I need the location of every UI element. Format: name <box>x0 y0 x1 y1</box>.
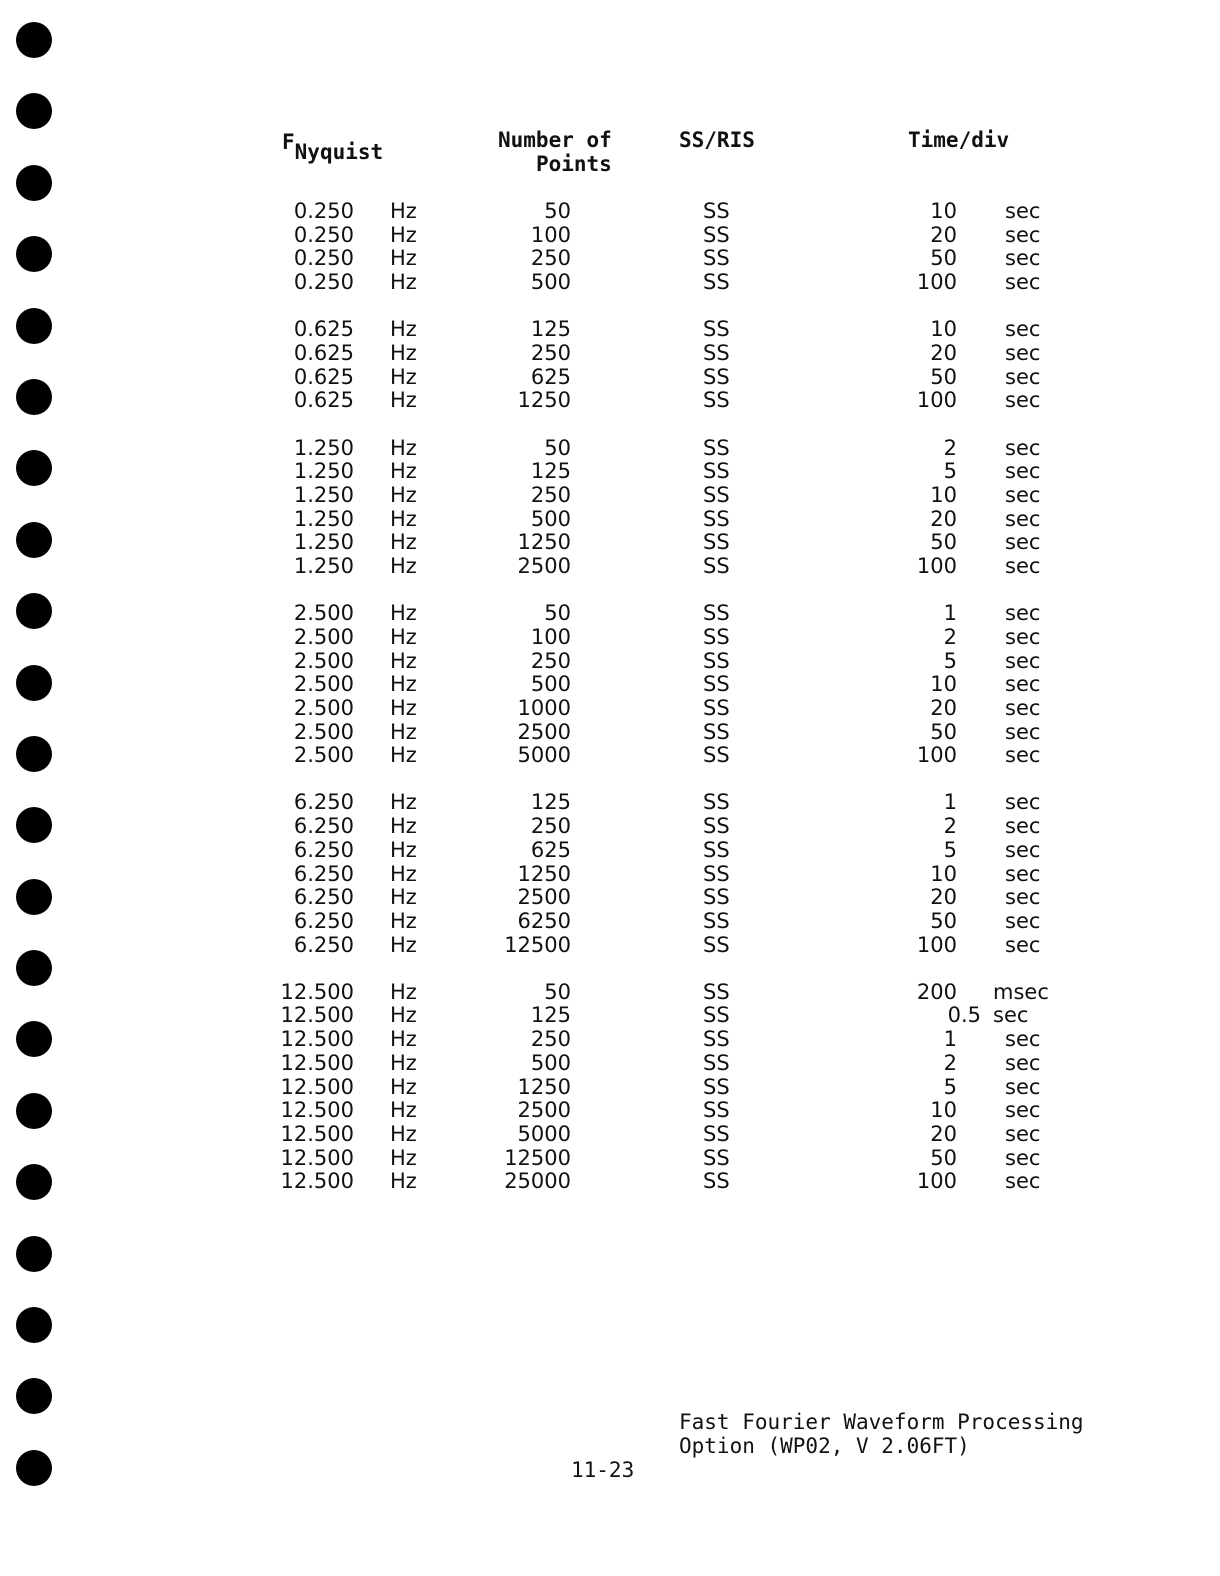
cell-frequency-unit: Hz <box>390 648 417 673</box>
cell-time-unit: sec <box>1005 482 1041 507</box>
table-row <box>0 815 1220 839</box>
binder-hole-icon <box>16 1236 52 1272</box>
cell-frequency-unit: Hz <box>390 979 417 1004</box>
cell-frequency-unit: Hz <box>390 246 417 271</box>
cell-time-div: 100 <box>916 1169 957 1194</box>
cell-frequency: 6.250 <box>293 790 354 815</box>
cell-mode: SS <box>703 553 730 578</box>
binder-hole-icon <box>16 1450 52 1486</box>
cell-time-unit: sec <box>1005 601 1041 626</box>
table-row <box>0 531 1220 555</box>
cell-points: 125 <box>530 459 571 484</box>
cell-frequency-unit: Hz <box>390 530 417 555</box>
cell-time-unit: sec <box>1005 1027 1041 1052</box>
cell-mode: SS <box>703 506 730 531</box>
table-row <box>0 673 1220 697</box>
document-footer-title <box>679 1410 1084 1458</box>
cell-mode: SS <box>703 482 730 507</box>
cell-frequency: 6.250 <box>293 885 354 910</box>
cell-points: 625 <box>530 837 571 862</box>
row-group <box>0 200 1220 295</box>
table-row <box>0 1052 1220 1076</box>
cell-time-unit: sec <box>1005 837 1041 862</box>
cell-time-div: 100 <box>916 388 957 413</box>
cell-frequency: 1.250 <box>293 506 354 531</box>
cell-time-div: 5 <box>943 648 957 673</box>
table-row <box>0 1099 1220 1123</box>
cell-time-div: 10 <box>930 1098 957 1123</box>
cell-mode: SS <box>703 1145 730 1170</box>
cell-time-div: 1 <box>943 1027 957 1052</box>
cell-mode: SS <box>703 1169 730 1194</box>
footer-title-line2: Option (WP02, V 2.06FT) <box>679 1434 970 1458</box>
cell-frequency-unit: Hz <box>390 1145 417 1170</box>
cell-frequency: 2.500 <box>293 648 354 673</box>
cell-mode: SS <box>703 1121 730 1146</box>
cell-frequency-unit: Hz <box>390 885 417 910</box>
row-group <box>0 791 1220 957</box>
cell-time-div: 2 <box>943 624 957 649</box>
cell-points: 1250 <box>517 861 571 886</box>
cell-frequency-unit: Hz <box>390 199 417 223</box>
cell-time-unit: sec <box>1005 1145 1041 1170</box>
cell-frequency-unit: Hz <box>390 624 417 649</box>
cell-time-unit: sec <box>1005 719 1041 744</box>
table-row <box>0 484 1220 508</box>
cell-points: 1250 <box>517 1074 571 1099</box>
cell-time-unit: sec <box>1005 885 1041 910</box>
cell-time-div: 20 <box>930 885 957 910</box>
row-group <box>0 437 1220 579</box>
cell-time-unit: sec <box>1005 648 1041 673</box>
cell-frequency-unit: Hz <box>390 1169 417 1194</box>
cell-frequency: 6.250 <box>293 932 354 957</box>
cell-frequency: 2.500 <box>293 695 354 720</box>
cell-time-div: 2 <box>943 814 957 839</box>
footer-title-line1: Fast Fourier Waveform Processing <box>679 1410 1084 1434</box>
cell-frequency-unit: Hz <box>390 908 417 933</box>
cell-frequency: 12.500 <box>280 1074 354 1099</box>
table-row <box>0 1123 1220 1147</box>
cell-time-div: 20 <box>930 695 957 720</box>
cell-time-div: 2 <box>943 1050 957 1075</box>
cell-mode: SS <box>703 979 730 1004</box>
cell-mode: SS <box>703 648 730 673</box>
cell-points: 625 <box>530 364 571 389</box>
cell-time-unit: msec <box>993 979 1049 1004</box>
header-ss-ris: SS/RIS <box>679 128 755 152</box>
table-row <box>0 744 1220 768</box>
cell-mode: SS <box>703 672 730 697</box>
cell-frequency: 12.500 <box>280 979 354 1004</box>
table-row <box>0 1076 1220 1100</box>
data-table <box>0 200 1220 1217</box>
page-number: 11-23 <box>571 1458 635 1482</box>
table-row <box>0 721 1220 745</box>
cell-time-unit: sec <box>1005 435 1041 460</box>
cell-time-unit: sec <box>1005 1050 1041 1075</box>
cell-mode: SS <box>703 270 730 295</box>
table-row <box>0 839 1220 863</box>
cell-time-unit: sec <box>1005 672 1041 697</box>
header-number-of-points <box>498 128 612 176</box>
cell-time-div: 100 <box>916 932 957 957</box>
cell-frequency-unit: Hz <box>390 814 417 839</box>
cell-frequency-unit: Hz <box>390 932 417 957</box>
cell-time-div: 50 <box>930 246 957 271</box>
cell-frequency-unit: Hz <box>390 553 417 578</box>
table-row <box>0 791 1220 815</box>
cell-frequency: 6.250 <box>293 814 354 839</box>
cell-mode: SS <box>703 388 730 413</box>
table-row <box>0 650 1220 674</box>
cell-points: 100 <box>530 624 571 649</box>
cell-points: 1000 <box>517 695 571 720</box>
cell-time-div: 10 <box>930 861 957 886</box>
cell-time-unit: sec <box>1005 908 1041 933</box>
cell-frequency: 12.500 <box>280 1050 354 1075</box>
row-group <box>0 981 1220 1194</box>
table-row <box>0 1028 1220 1052</box>
cell-mode: SS <box>703 317 730 342</box>
cell-points: 2500 <box>517 719 571 744</box>
cell-mode: SS <box>703 908 730 933</box>
cell-mode: SS <box>703 624 730 649</box>
cell-points: 250 <box>530 482 571 507</box>
header-points-line1: Number of <box>498 128 612 152</box>
cell-frequency-unit: Hz <box>390 861 417 886</box>
cell-time-div: 50 <box>930 364 957 389</box>
cell-frequency-unit: Hz <box>390 222 417 247</box>
cell-mode: SS <box>703 364 730 389</box>
cell-time-unit: sec <box>1005 364 1041 389</box>
cell-mode: SS <box>703 695 730 720</box>
cell-time-unit: sec <box>1005 270 1041 295</box>
cell-time-div: 50 <box>930 530 957 555</box>
cell-mode: SS <box>703 790 730 815</box>
row-group <box>0 318 1220 413</box>
cell-points: 50 <box>544 979 571 1004</box>
cell-frequency-unit: Hz <box>390 1027 417 1052</box>
cell-points: 50 <box>544 199 571 223</box>
cell-points: 500 <box>530 270 571 295</box>
cell-frequency: 1.250 <box>293 553 354 578</box>
binder-hole-icon <box>16 1307 52 1343</box>
cell-points: 250 <box>530 1027 571 1052</box>
cell-points: 125 <box>530 317 571 342</box>
cell-points: 5000 <box>517 1121 571 1146</box>
cell-frequency: 0.625 <box>293 364 354 389</box>
cell-mode: SS <box>703 222 730 247</box>
cell-frequency: 1.250 <box>293 435 354 460</box>
cell-time-unit: sec <box>1005 553 1041 578</box>
cell-mode: SS <box>703 1027 730 1052</box>
table-row <box>0 437 1220 461</box>
cell-frequency: 12.500 <box>280 1003 354 1028</box>
cell-time-div: 1 <box>943 601 957 626</box>
header-nyquist-frequency <box>282 130 384 164</box>
cell-points: 500 <box>530 506 571 531</box>
cell-time-unit: sec <box>1005 1074 1041 1099</box>
cell-time-div: 2 <box>943 435 957 460</box>
cell-frequency: 2.500 <box>293 601 354 626</box>
cell-frequency: 12.500 <box>280 1121 354 1146</box>
header-f-label: F <box>282 130 295 154</box>
cell-time-unit: sec <box>1005 388 1041 413</box>
cell-frequency-unit: Hz <box>390 1098 417 1123</box>
cell-frequency-unit: Hz <box>390 340 417 365</box>
cell-frequency: 12.500 <box>280 1098 354 1123</box>
cell-points: 100 <box>530 222 571 247</box>
cell-time-div: 50 <box>930 1145 957 1170</box>
cell-frequency-unit: Hz <box>390 506 417 531</box>
binder-hole-icon <box>16 93 52 129</box>
cell-frequency-unit: Hz <box>390 317 417 342</box>
table-row <box>0 1147 1220 1171</box>
cell-time-unit: sec <box>1005 1169 1041 1194</box>
header-points-line2: Points <box>535 152 612 176</box>
cell-points: 1250 <box>517 530 571 555</box>
cell-frequency: 6.250 <box>293 861 354 886</box>
table-row <box>0 224 1220 248</box>
table-row <box>0 342 1220 366</box>
cell-mode: SS <box>703 932 730 957</box>
cell-time-unit: sec <box>1005 459 1041 484</box>
cell-time-unit: sec <box>1005 506 1041 531</box>
cell-time-unit: sec <box>993 1003 1029 1028</box>
cell-points: 2500 <box>517 553 571 578</box>
cell-frequency: 0.250 <box>293 222 354 247</box>
cell-frequency-unit: Hz <box>390 364 417 389</box>
cell-frequency-unit: Hz <box>390 459 417 484</box>
cell-frequency-unit: Hz <box>390 695 417 720</box>
cell-time-div: 50 <box>930 908 957 933</box>
table-row <box>0 910 1220 934</box>
cell-mode: SS <box>703 601 730 626</box>
cell-frequency-unit: Hz <box>390 719 417 744</box>
row-group <box>0 602 1220 768</box>
table-row <box>0 247 1220 271</box>
cell-frequency: 0.250 <box>293 246 354 271</box>
cell-points: 50 <box>544 435 571 460</box>
cell-frequency-unit: Hz <box>390 601 417 626</box>
cell-time-div: 10 <box>930 672 957 697</box>
header-nyquist-subscript: Nyquist <box>294 140 384 164</box>
table-row <box>0 460 1220 484</box>
table-row <box>0 271 1220 295</box>
cell-mode: SS <box>703 459 730 484</box>
cell-mode: SS <box>703 246 730 271</box>
cell-frequency: 12.500 <box>280 1169 354 1194</box>
cell-mode: SS <box>703 1074 730 1099</box>
cell-time-div: 10 <box>930 199 957 223</box>
cell-time-unit: sec <box>1005 932 1041 957</box>
header-time-div: Time/div <box>908 128 1010 152</box>
cell-points: 250 <box>530 246 571 271</box>
table-row <box>0 697 1220 721</box>
cell-points: 2500 <box>517 885 571 910</box>
cell-time-unit: sec <box>1005 317 1041 342</box>
cell-points: 12500 <box>504 1145 571 1170</box>
cell-frequency-unit: Hz <box>390 1050 417 1075</box>
cell-frequency: 0.625 <box>293 317 354 342</box>
cell-time-div: 20 <box>930 340 957 365</box>
cell-points: 500 <box>530 1050 571 1075</box>
cell-frequency: 2.500 <box>293 672 354 697</box>
cell-points: 2500 <box>517 1098 571 1123</box>
cell-frequency: 12.500 <box>280 1145 354 1170</box>
table-row <box>0 981 1220 1005</box>
cell-frequency-unit: Hz <box>390 837 417 862</box>
cell-mode: SS <box>703 530 730 555</box>
cell-points: 125 <box>530 790 571 815</box>
cell-mode: SS <box>703 435 730 460</box>
cell-time-unit: sec <box>1005 861 1041 886</box>
cell-points: 250 <box>530 814 571 839</box>
cell-time-unit: sec <box>1005 790 1041 815</box>
cell-mode: SS <box>703 340 730 365</box>
cell-time-unit: sec <box>1005 1098 1041 1123</box>
cell-time-unit: sec <box>1005 199 1041 223</box>
cell-frequency: 6.250 <box>293 908 354 933</box>
table-row <box>0 863 1220 887</box>
cell-time-div: 20 <box>930 506 957 531</box>
cell-time-unit: sec <box>1005 222 1041 247</box>
cell-mode: SS <box>703 1003 730 1028</box>
cell-points: 25000 <box>504 1169 571 1194</box>
cell-time-div: 5 <box>943 837 957 862</box>
cell-mode: SS <box>703 837 730 862</box>
cell-frequency: 1.250 <box>293 459 354 484</box>
cell-frequency-unit: Hz <box>390 435 417 460</box>
cell-points: 500 <box>530 672 571 697</box>
cell-mode: SS <box>703 1098 730 1123</box>
cell-mode: SS <box>703 199 730 223</box>
cell-frequency: 0.250 <box>293 199 354 223</box>
cell-frequency: 2.500 <box>293 624 354 649</box>
table-row <box>0 555 1220 579</box>
cell-frequency-unit: Hz <box>390 1074 417 1099</box>
table-row <box>0 934 1220 958</box>
cell-frequency: 2.500 <box>293 719 354 744</box>
table-row <box>0 1170 1220 1194</box>
cell-points: 50 <box>544 601 571 626</box>
cell-frequency-unit: Hz <box>390 270 417 295</box>
cell-frequency-unit: Hz <box>390 743 417 768</box>
cell-points: 1250 <box>517 388 571 413</box>
table-row <box>0 200 1220 224</box>
table-header <box>0 128 1220 188</box>
cell-time-div: 20 <box>930 222 957 247</box>
cell-frequency: 2.500 <box>293 743 354 768</box>
cell-mode: SS <box>703 885 730 910</box>
cell-frequency-unit: Hz <box>390 672 417 697</box>
cell-time-unit: sec <box>1005 743 1041 768</box>
cell-time-unit: sec <box>1005 340 1041 365</box>
cell-time-div: 50 <box>930 719 957 744</box>
cell-time-div: 5 <box>943 1074 957 1099</box>
table-row <box>0 1004 1220 1028</box>
table-row <box>0 886 1220 910</box>
binder-hole-icon <box>16 22 52 58</box>
cell-frequency: 0.625 <box>293 340 354 365</box>
cell-time-div: 1 <box>943 790 957 815</box>
cell-points: 250 <box>530 648 571 673</box>
cell-time-unit: sec <box>1005 530 1041 555</box>
cell-frequency-unit: Hz <box>390 388 417 413</box>
cell-time-div: 5 <box>943 459 957 484</box>
cell-points: 250 <box>530 340 571 365</box>
cell-time-div: 10 <box>930 317 957 342</box>
cell-time-unit: sec <box>1005 1121 1041 1146</box>
cell-time-div: 100 <box>916 553 957 578</box>
cell-time-div: 200 <box>916 979 957 1004</box>
cell-time-div: 100 <box>916 743 957 768</box>
cell-frequency: 0.250 <box>293 270 354 295</box>
cell-points: 12500 <box>504 932 571 957</box>
cell-time-unit: sec <box>1005 246 1041 271</box>
table-row <box>0 508 1220 532</box>
cell-mode: SS <box>703 1050 730 1075</box>
table-row <box>0 626 1220 650</box>
cell-time-unit: sec <box>1005 624 1041 649</box>
cell-mode: SS <box>703 861 730 886</box>
cell-points: 6250 <box>517 908 571 933</box>
table-row <box>0 366 1220 390</box>
cell-time-div: 100 <box>916 270 957 295</box>
cell-time-unit: sec <box>1005 695 1041 720</box>
cell-frequency: 1.250 <box>293 482 354 507</box>
table-row <box>0 389 1220 413</box>
cell-points: 5000 <box>517 743 571 768</box>
cell-mode: SS <box>703 814 730 839</box>
binder-hole-icon <box>16 1378 52 1414</box>
cell-time-div: 0.5 <box>947 1003 981 1028</box>
cell-frequency-unit: Hz <box>390 1003 417 1028</box>
cell-mode: SS <box>703 743 730 768</box>
cell-frequency: 0.625 <box>293 388 354 413</box>
cell-frequency-unit: Hz <box>390 1121 417 1146</box>
table-row <box>0 602 1220 626</box>
cell-time-div: 10 <box>930 482 957 507</box>
cell-frequency: 12.500 <box>280 1027 354 1052</box>
table-row <box>0 318 1220 342</box>
cell-frequency: 1.250 <box>293 530 354 555</box>
cell-frequency-unit: Hz <box>390 790 417 815</box>
cell-time-div: 20 <box>930 1121 957 1146</box>
cell-mode: SS <box>703 719 730 744</box>
cell-frequency-unit: Hz <box>390 482 417 507</box>
cell-points: 125 <box>530 1003 571 1028</box>
cell-time-unit: sec <box>1005 814 1041 839</box>
cell-frequency: 6.250 <box>293 837 354 862</box>
